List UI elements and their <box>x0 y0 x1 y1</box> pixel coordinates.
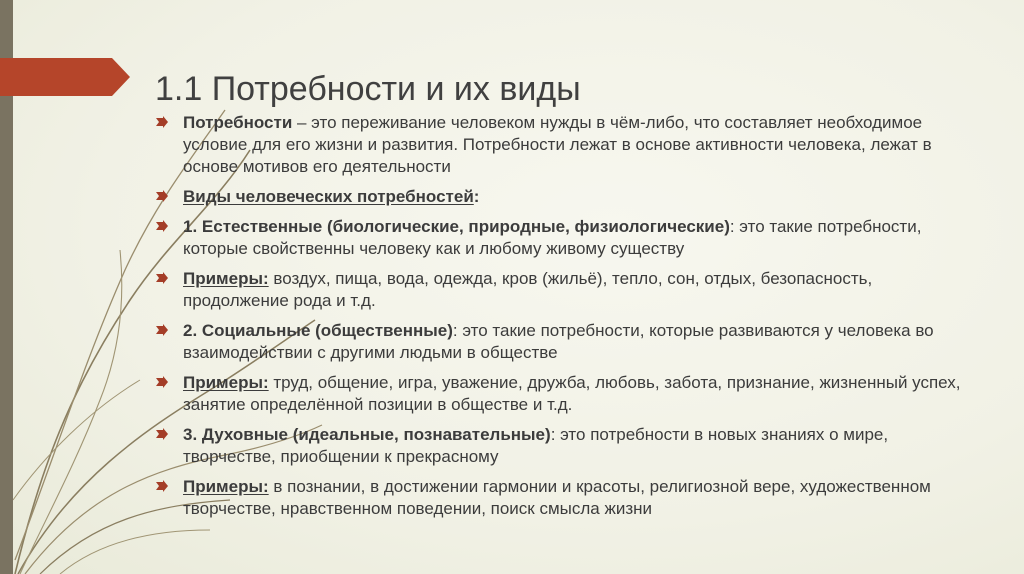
bullet-list <box>155 112 965 528</box>
list-item <box>155 112 965 178</box>
list-item <box>155 476 965 520</box>
arrow-bullet-icon <box>155 271 169 285</box>
bullet-lead: Примеры: <box>183 477 269 496</box>
list-item <box>155 186 965 208</box>
list-item <box>155 424 965 468</box>
arrow-bullet-icon <box>155 375 169 389</box>
bullet-lead: Примеры: <box>183 269 269 288</box>
arrow-bullet-icon <box>155 115 169 129</box>
bullet-text: : это потребности в новых знаниях о мире, творчестве, приобщении к прекрасному <box>183 425 889 466</box>
bullet-lead: 3. Духовные (идеальные, познавательные) <box>183 425 551 444</box>
arrow-bullet-icon <box>155 479 169 493</box>
bullet-lead: Виды человеческих потребностей <box>183 187 474 206</box>
title-arrow-icon <box>0 58 130 96</box>
bullet-text: : это такие потребности, которые свойственны человеку как и любому живому существу <box>183 217 922 258</box>
list-item <box>155 216 965 260</box>
bullet-lead: Примеры: <box>183 373 269 392</box>
bullet-lead: 2. Социальные (общественные) <box>183 321 453 340</box>
list-item <box>155 268 965 312</box>
arrow-bullet-icon <box>155 323 169 337</box>
arrow-bullet-icon <box>155 219 169 233</box>
bullet-text: – это переживание человеком нужды в чём-либо, что составляет необходимое условие для его жизни и развития. Потребности лежат в основе активности человека, лежат в основе мотивов его деятельности <box>183 113 932 176</box>
bullet-lead: Потребности <box>183 113 293 132</box>
bullet-text: воздух, пища, вода, одежда, кров (жильё), тепло, сон, отдых, безопасность, продолжение рода и т.д. <box>183 269 873 310</box>
list-item <box>155 320 965 364</box>
slide-title: 1.1 Потребности и их виды <box>155 69 581 108</box>
bullet-text: в познании, в достижении гармонии и красоты, религиозной вере, художественном творчестве, нравственном поведении, поиск смысла жизни <box>183 477 931 518</box>
arrow-bullet-icon <box>155 427 169 441</box>
bullet-text: труд, общение, игра, уважение, дружба, любовь, забота, признание, жизненный успех, занятие определённой позиции в обществе и т.д. <box>183 373 961 414</box>
bullet-text: : <box>473 187 480 206</box>
list-item <box>155 372 965 416</box>
bullet-text: : это такие потребности, которые развиваются у человека во взаимодействии с другими людьми в обществе <box>183 321 934 362</box>
arrow-bullet-icon <box>155 189 169 203</box>
bullet-lead: 1. Естественные (биологические, природные, физиологические) <box>183 217 730 236</box>
